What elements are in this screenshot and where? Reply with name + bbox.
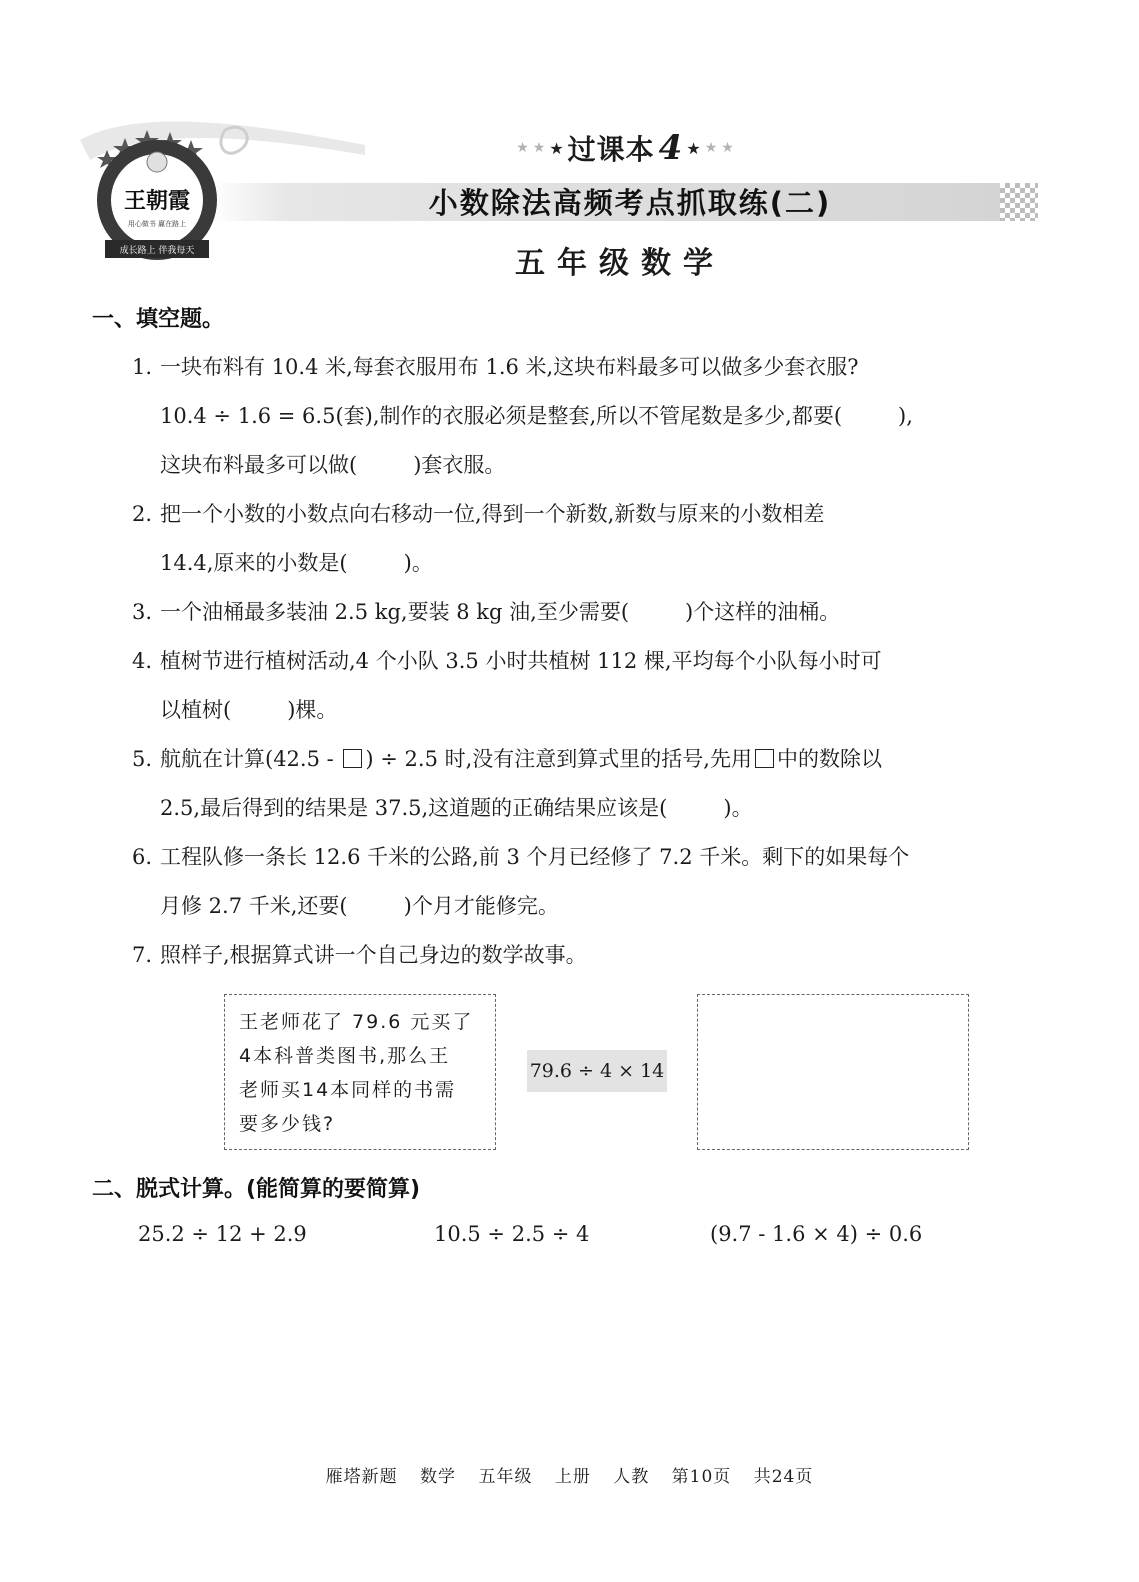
footer-total-pages: 共24页	[753, 1467, 814, 1487]
square-box-icon	[343, 749, 362, 768]
question-1-line-2	[160, 399, 913, 433]
grade-subject-title: 五年级数学	[515, 246, 725, 281]
question-text: 14.4,原来的小数是(	[160, 551, 348, 575]
example-story-box	[224, 994, 496, 1150]
question-text: )套衣服。	[413, 453, 506, 477]
question-text: 照样子,根据算式讲一个自己身边的数学故事。	[160, 943, 587, 967]
question-number: 5.	[132, 747, 153, 771]
question-text: 这块布料最多可以做(	[160, 453, 358, 477]
star-icon: ★	[516, 140, 529, 156]
question-2-line-2	[160, 546, 433, 580]
question-7-line-1	[132, 938, 587, 972]
question-text: 把一个小数的小数点向右移动一位,得到一个新数,新数与原来的小数相差	[160, 502, 825, 526]
question-text: )个这样的油桶。	[685, 600, 841, 624]
example-formula: 79.6 ÷ 4 × 14	[527, 1050, 667, 1092]
example-story-line: 要多少钱?	[239, 1113, 336, 1135]
footer-grade: 五年级	[478, 1467, 533, 1487]
example-story-line: 老师买14本同样的书需	[239, 1079, 457, 1101]
question-number: 3.	[132, 600, 153, 624]
question-text: 航航在计算(42.5 -	[160, 747, 341, 771]
star-icon: ★	[686, 138, 701, 158]
question-1-line-3	[160, 448, 505, 482]
question-number: 7.	[132, 943, 153, 967]
lesson-number: 4	[658, 128, 683, 168]
question-text: )。	[403, 551, 433, 575]
question-number: 4.	[132, 649, 153, 673]
story-answer-box[interactable]	[697, 994, 969, 1150]
footer-edition: 人教	[613, 1467, 650, 1487]
question-5-line-1	[132, 742, 882, 776]
logo-emblem-icon	[75, 100, 375, 280]
logo-slogan-text: 用心做书 赢在路上	[127, 220, 187, 228]
publisher-logo	[75, 100, 375, 280]
footer-page-number: 第10页	[671, 1467, 732, 1487]
logo-ribbon-text: 成长路上 伴我每天	[119, 246, 195, 256]
question-text: )个月才能修完。	[403, 894, 559, 918]
question-5-line-2	[160, 791, 753, 825]
footer-subject: 数学	[420, 1467, 457, 1487]
question-text: ) ÷ 2.5 时,没有注意到算式里的括号,先用	[365, 747, 752, 771]
question-number: 6.	[132, 845, 153, 869]
lesson-badge	[500, 128, 750, 168]
question-number: 1.	[132, 355, 153, 379]
star-icon: ★	[549, 138, 564, 158]
question-text: 以植树(	[160, 698, 232, 722]
example-story-line: 王老师花了 79.6 元买了	[239, 1011, 474, 1033]
star-icon: ★	[704, 140, 718, 156]
footer-book: 雁塔新题	[325, 1467, 398, 1487]
section-title-calculation: 二、脱式计算。(能简算的要简算)	[92, 1177, 421, 1202]
question-text: 10.4 ÷ 1.6 = 6.5(套),制作的衣服必须是整套,所以不管尾数是多少,都要(	[160, 404, 843, 428]
star-icon: ★	[721, 140, 734, 156]
question-3-line-1	[132, 595, 840, 629]
question-text: 植树节进行植树活动,4 个小队 3.5 小时共植树 112 棵,平均每个小队每小时可	[160, 649, 882, 673]
question-text: )棵。	[287, 698, 338, 722]
question-text: 2.5,最后得到的结果是 37.5,这道题的正确结果应该是(	[160, 796, 668, 820]
lesson-label: 过课本	[567, 133, 655, 166]
question-4-line-2	[160, 693, 337, 727]
question-text: 中的数除以	[776, 747, 882, 771]
question-text: )。	[723, 796, 753, 820]
logo-brand-text: 王朝霞	[123, 188, 191, 214]
question-text: 一个油桶最多装油 2.5 kg,要装 8 kg 油,至少需要(	[160, 600, 630, 624]
page-title: 小数除法高频考点抓取练(二)	[428, 186, 832, 220]
star-icon: ★	[532, 140, 546, 156]
question-1-line-1	[132, 350, 858, 384]
checker-decoration	[1000, 183, 1038, 221]
calc-problem-1: 25.2 ÷ 12 + 2.9	[138, 1222, 307, 1246]
question-text: ),	[898, 404, 913, 428]
question-text: 工程队修一条长 12.6 千米的公路,前 3 个月已经修了 7.2 千米。剩下的如果每个	[160, 845, 910, 869]
question-6-line-1	[132, 840, 909, 874]
question-6-line-2	[160, 889, 559, 923]
example-story-line: 4本科普类图书,那么王	[239, 1045, 451, 1067]
page-footer	[0, 1462, 1139, 1487]
section-title-fill-blank: 一、填空题。	[92, 307, 225, 332]
calc-problem-2: 10.5 ÷ 2.5 ÷ 4	[434, 1222, 590, 1246]
square-box-icon	[755, 749, 774, 768]
question-number: 2.	[132, 502, 153, 526]
question-4-line-1	[132, 644, 882, 678]
question-2-line-1	[132, 497, 824, 531]
question-text: 一块布料有 10.4 米,每套衣服用布 1.6 米,这块布料最多可以做多少套衣服?	[160, 355, 859, 379]
calc-problem-3: (9.7 - 1.6 × 4) ÷ 0.6	[710, 1222, 923, 1246]
question-text: 月修 2.7 千米,还要(	[160, 894, 348, 918]
footer-volume: 上册	[554, 1467, 591, 1487]
